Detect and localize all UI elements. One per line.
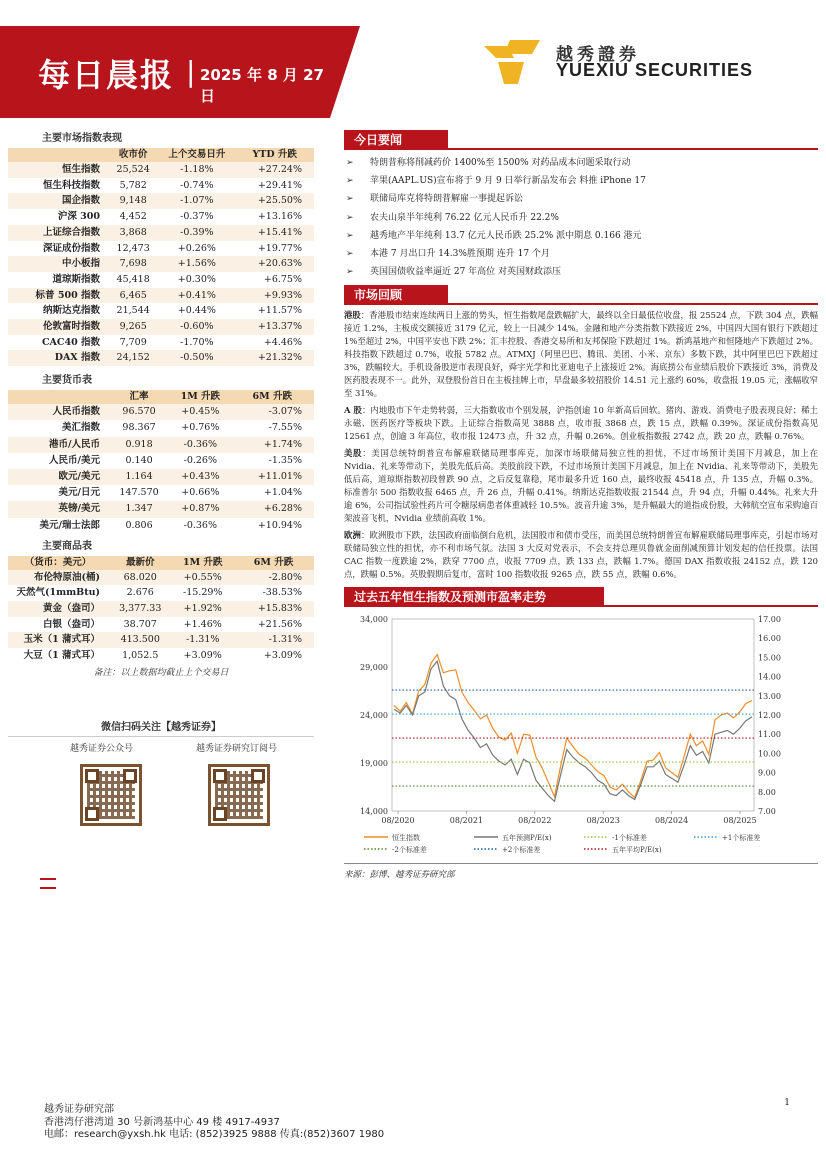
table-row <box>8 209 314 225</box>
table-row <box>8 437 314 453</box>
row-value: +21.56% <box>233 617 314 633</box>
table-row <box>8 303 314 319</box>
table-header-cell: 收市价 <box>108 148 158 162</box>
row-value: 413.500 <box>108 632 172 648</box>
row-value: -1.31% <box>233 632 314 648</box>
table-row <box>8 272 314 288</box>
news-list <box>344 154 818 281</box>
row-label: 国企指数 <box>8 193 108 209</box>
row-value: 12,473 <box>108 241 158 257</box>
x-tick-label: 08/2023 <box>586 816 620 826</box>
y-left-tick-label: 24,000 <box>360 711 388 721</box>
row-label: 大豆（1 蒲式耳） <box>8 648 108 664</box>
row-value: -15.29% <box>172 585 232 601</box>
table-row <box>8 632 314 648</box>
table-header-cell: （货币：美元） <box>8 556 108 570</box>
row-value: +0.45% <box>170 404 230 420</box>
row-value: 2.676 <box>108 585 172 601</box>
row-value: -0.60% <box>158 319 235 335</box>
table-row <box>8 225 314 241</box>
right-column <box>344 130 818 880</box>
series-line <box>394 655 752 798</box>
review-us-text: ：美国总统特朗普宣布解雇联储局理事库克，加深市场联储局独立性的担忧，不过市场预计美国下月减息，加上在 Nvidia、礼来等带动下，美股先低后高。美股前段下跌，不过市场预计美国下月减息，加上在 Nvidia、礼来等带动下，美股先低后高，道琼斯指数初段曾跌 90 点，之后反复靠稳，尾市最多升近 160 点，最终收报 45418 点，升 135 点，升幅 0.3%。标准普尔 500 指数收报 6465 点，升 26 点，升幅 0.41%。纳斯达克指数收报 21544 点，升 94 点，升幅 0.44%。礼来大升逾 6%，公司指试验性药片可令糖尿病患者体重减轻 10.5%。波音升逾 3%，是升幅最大的道指成份股，大韩航空宣布采购逾百架波音飞机，Nvidia 业绩前高收 1%。 <box>344 448 819 524</box>
row-value: +3.09% <box>233 648 314 664</box>
row-value: 0.806 <box>108 518 170 534</box>
report-title: 每日晨报 <box>38 56 175 94</box>
row-label: 道琼斯指数 <box>8 272 108 288</box>
row-value: -38.53% <box>233 585 314 601</box>
legend-label: 恒生指数 <box>392 834 420 843</box>
row-label: 天然气(1mmBtu) <box>8 585 108 601</box>
row-value: 38.707 <box>108 617 172 633</box>
table-row <box>8 256 314 272</box>
row-value: -7.55% <box>231 420 314 436</box>
row-value: +13.16% <box>235 209 314 225</box>
chart-source: 来源：彭博、越秀证券研究部 <box>344 863 818 880</box>
footer <box>44 1104 384 1142</box>
news-item: ➢ 农夫山泉半年纯利 76.22 亿元人民币升 22.2% <box>344 209 818 227</box>
review-a-text: ：内地股市下午走势转弱，三大指数收市个别发展，沪指创逾 10 年新高后回软。猪肉、游戏、消费电子股表现良好；稀土永磁、医药医疗等板块下跌。上证综合指数高见 3888 点，收市报 3868 点，跌 15 点，跌幅 0.39%。深证成份指数高见 12561 点，创逾 3 年高位，收市报 12473 点，升 32 点，升幅 0.26%。创业板指数报 2742 点，跌 20 点，跌幅 0.76%。 <box>344 405 818 442</box>
news-item: ➢ 本港 7 月出口升 14.3%胜预期 连升 17 个月 <box>344 245 818 263</box>
review-eu-label: 欧洲 <box>344 530 361 541</box>
table-row <box>8 570 314 586</box>
row-value: +21.32% <box>235 350 314 366</box>
table-header-cell: 6M 升跌 <box>233 556 314 570</box>
row-value: 98.367 <box>108 420 170 436</box>
row-value: 45,418 <box>108 272 158 288</box>
row-value: +13.37% <box>235 319 314 335</box>
row-value: +0.41% <box>158 288 235 304</box>
row-value: 5,782 <box>108 178 158 194</box>
row-value: +0.26% <box>158 241 235 257</box>
row-value: -0.39% <box>158 225 235 241</box>
legend-label: +1个标准差 <box>722 834 761 843</box>
row-value: 21,544 <box>108 303 158 319</box>
row-value: +27.24% <box>235 162 314 178</box>
report-date: 2025 年 8 月 27 日 <box>200 66 324 105</box>
row-label: 伦敦富时指数 <box>8 319 108 335</box>
row-label: 中小板指 <box>8 256 108 272</box>
row-value: 9,148 <box>108 193 158 209</box>
qr-code-research[interactable] <box>208 764 270 826</box>
left-column <box>8 130 314 678</box>
row-label: 纳斯达克指数 <box>8 303 108 319</box>
row-value: +19.77% <box>235 241 314 257</box>
review-eu <box>344 529 818 581</box>
table-header-cell <box>8 148 108 162</box>
y-right-tick-label: 17.00 <box>758 615 781 625</box>
news-item: ➢ 越秀地产半年纯利 13.7 亿元人民币跌 25.2% 派中期息 0.166 港元 <box>344 227 818 245</box>
row-value: +0.55% <box>172 570 232 586</box>
y-right-tick-label: 13.00 <box>758 692 781 702</box>
row-value: +0.66% <box>170 485 230 501</box>
y-right-tick-label: 12.00 <box>758 711 781 721</box>
table-row <box>8 404 314 420</box>
plot-frame <box>392 619 754 811</box>
table-row <box>8 178 314 194</box>
row-label: 欧元/美元 <box>8 469 108 485</box>
row-value: +1.56% <box>158 256 235 272</box>
row-value: +1.92% <box>172 601 232 617</box>
index-table-title: 主要市场指数表现 <box>42 133 122 144</box>
legend-label: +2个标准差 <box>502 846 541 855</box>
review-heading: 市场回顾 <box>344 285 448 305</box>
row-value: +1.46% <box>172 617 232 633</box>
legend-label: 五年平均P/E(x) <box>612 846 662 855</box>
y-right-tick-label: 9.00 <box>758 768 776 778</box>
review-us-label: 美股 <box>344 448 363 459</box>
row-value: +11.01% <box>231 469 314 485</box>
table-row <box>8 469 314 485</box>
row-value: 0.918 <box>108 437 170 453</box>
row-value: 3,377.33 <box>108 601 172 617</box>
table-header-cell: 6M 升跌 <box>231 390 314 404</box>
chart-svg <box>344 611 818 861</box>
title-separator: | <box>186 55 196 88</box>
table-header-cell: 上个交易日升 <box>158 148 235 162</box>
series-line <box>394 662 752 802</box>
table-row <box>8 518 314 534</box>
qr-title: 微信扫码关注【越秀证券】 <box>8 718 314 737</box>
row-value: 0.140 <box>108 453 170 469</box>
qr-code-official[interactable] <box>80 764 142 826</box>
x-tick-label: 08/2020 <box>381 816 415 826</box>
row-label: 美元/日元 <box>8 485 108 501</box>
footer-dept: 越秀证券研究部 <box>44 1104 114 1115</box>
y-left-tick-label: 14,000 <box>360 807 388 817</box>
row-value: +9.93% <box>235 288 314 304</box>
x-tick-label: 08/2024 <box>654 816 689 826</box>
y-right-tick-label: 8.00 <box>758 788 776 798</box>
legend-label: -2个标准差 <box>392 846 427 855</box>
qr-section <box>8 718 314 755</box>
row-label: 沪深 300 <box>8 209 108 225</box>
row-label: 人民币/美元 <box>8 453 108 469</box>
brand-name-en: YUEXIU SECURITIES <box>556 60 754 80</box>
table-row <box>8 485 314 501</box>
row-label: 深证成份指数 <box>8 241 108 257</box>
table-header-cell: 汇率 <box>108 390 170 404</box>
legend-label: -1个标准差 <box>612 834 647 843</box>
row-value: 7,698 <box>108 256 158 272</box>
review-heading-bar <box>344 285 818 305</box>
y-left-tick-label: 29,000 <box>360 663 388 673</box>
row-value: -1.18% <box>158 162 235 178</box>
row-value: 6,465 <box>108 288 158 304</box>
commodity-table <box>8 556 314 664</box>
table-row <box>8 420 314 436</box>
row-value: +4.46% <box>235 335 314 351</box>
row-value: -0.36% <box>170 437 230 453</box>
row-value: +20.63% <box>235 256 314 272</box>
row-value: 7,709 <box>108 335 158 351</box>
title-band <box>0 26 330 118</box>
row-label: 标普 500 指数 <box>8 288 108 304</box>
row-value: +3.09% <box>172 648 232 664</box>
row-value: 9,265 <box>108 319 158 335</box>
row-value: -0.37% <box>158 209 235 225</box>
row-value: +29.41% <box>235 178 314 194</box>
table-row <box>8 501 314 517</box>
row-value: +0.76% <box>170 420 230 436</box>
y-right-tick-label: 10.00 <box>758 749 781 759</box>
row-value: -0.36% <box>170 518 230 534</box>
row-value: -0.26% <box>170 453 230 469</box>
chart-heading: 过去五年恒生指数及预测市盈率走势 <box>344 587 604 607</box>
table-row <box>8 241 314 257</box>
row-value: +25.50% <box>235 193 314 209</box>
row-value: +6.28% <box>231 501 314 517</box>
table-row <box>8 648 314 664</box>
hsi-pe-chart <box>344 611 818 861</box>
row-label: 港币/人民币 <box>8 437 108 453</box>
row-value: 1.347 <box>108 501 170 517</box>
row-value: -1.31% <box>172 632 232 648</box>
row-label: 玉米（1 蒲式耳） <box>8 632 108 648</box>
qr-label-research: 越秀证券研究订阅号 <box>196 744 278 754</box>
table-header-cell: 1M 升跌 <box>170 390 230 404</box>
commodity-table-title: 主要商品表 <box>42 540 92 552</box>
yuexiu-logo-icon <box>484 40 540 84</box>
row-label: 美汇指数 <box>8 420 108 436</box>
qr-label-official: 越秀证券公众号 <box>70 744 134 754</box>
row-value: 96.570 <box>108 404 170 420</box>
table-header-cell: 1M 升跌 <box>172 556 232 570</box>
row-label: 美元/瑞士法郎 <box>8 518 108 534</box>
news-item: ➢ 英国国债收益率逼近 27 年高位 对英国财政添压 <box>344 263 818 281</box>
row-value: 147.570 <box>108 485 170 501</box>
row-value: +0.30% <box>158 272 235 288</box>
review-eu-text: ：欧洲股市下跌，法国政府面临倒台危机，法国股市和债市受压，而美国总统特朗普宣布解雇联储局理事库克，引起市场对联储局独立性的担忧，亦不利市场气氛。法国 3 大反对党表示，不会支持总理贝鲁就金面削减预算计划发起的信任投票。法国 CAC 指数一度跌逾 2%，跌穿 7700 点，收报 7709 点，跌 133 点，跌幅 1.7%。德国 DAX 指数收报 24152 点，跌 120 点，跌幅 0.5%。英股假期后复市，富时 100 指数收报 9265 点，跌 55 点，跌幅 0.6%。 <box>344 530 819 580</box>
footer-contact: 电邮：research@yxsh.hk 电话: (852)3925 9888 传真:(852)3607 1980 <box>44 1129 385 1140</box>
row-value: +6.75% <box>235 272 314 288</box>
row-value: -1.70% <box>158 335 235 351</box>
row-value: +10.94% <box>231 518 314 534</box>
decorative-marks <box>40 878 60 896</box>
y-right-tick-label: 14.00 <box>758 672 781 682</box>
row-value: 3,868 <box>108 225 158 241</box>
x-tick-label: 08/2025 <box>723 816 757 826</box>
table-row <box>8 617 314 633</box>
table-row <box>8 601 314 617</box>
review-hk-text: ：香港股市结束连续两日上涨的势头，恒生指数尾盘跌幅扩大，最终以全日最低位收盘，报 25524 点，下跌 304 点，跌幅接近 1.2%，主板成交额接近 3179 亿元，较上一日减少 14%。金融和地产分类指数下跌接近 2%，中国四大国有银行下跌超过 1%至超过 2%，中国平安也下跌 2%；汇丰控股、香港交易所和友邦保险下跌超过 1%。新鸿基地产和恒隆地产下跌超过 2%。科技指数下跌超过 0.7%，收报 5782 点。ATMXJ（阿里巴巴、腾讯、美团、小米、京东）多数下跌，其中阿里巴巴下跌超过 3%，跌幅较大。手机设备股逆市表现良好，舜宇光学和比亚迪电子上涨接近 2%。海底捞公布业绩后股价下跌接近 3%，消费及医药股表现不一。此外，双登股份首日在主板挂牌上市，早盘最多较招股价 14.51 元上涨约 60%，收盘报 19.05 元，涨幅收窄至 31%。 <box>344 310 818 399</box>
row-label: 英镑/美元 <box>8 501 108 517</box>
footer-address: 香港湾仔港湾道 30 号新鸿基中心 49 楼 4917-4937 <box>44 1116 280 1128</box>
review-a <box>344 404 818 443</box>
row-label: 人民币指数 <box>8 404 108 420</box>
row-value: 1.164 <box>108 469 170 485</box>
report-header <box>0 26 826 118</box>
table-note: 备注：以上数据均截止上个交易日 <box>93 668 229 679</box>
news-item: ➢ 联储局库克将特朗普解雇一事提起诉讼 <box>344 190 818 208</box>
table-row <box>8 162 314 178</box>
x-tick-label: 08/2021 <box>449 816 484 826</box>
page-number: 1 <box>784 1098 790 1108</box>
row-value: 25,524 <box>108 162 158 178</box>
news-heading-bar <box>344 130 818 150</box>
review-us <box>344 447 818 525</box>
review-hk <box>344 309 818 400</box>
news-item: ➢ 苹果(AAPL.US)宣布将于 9 月 9 日举行新品发布会 料推 iPhone 17 <box>344 172 818 190</box>
y-left-tick-label: 34,000 <box>360 615 388 625</box>
table-row <box>8 585 314 601</box>
review-hk-label: 港股 <box>344 310 361 321</box>
row-value: +11.57% <box>235 303 314 319</box>
row-value: 24,152 <box>108 350 158 366</box>
table-header-cell <box>8 390 108 404</box>
row-value: +1.74% <box>231 437 314 453</box>
y-right-tick-label: 15.00 <box>758 653 781 663</box>
table-row <box>8 319 314 335</box>
row-value: 1,052.5 <box>108 648 172 664</box>
row-label: DAX 指数 <box>8 350 108 366</box>
row-value: -1.07% <box>158 193 235 209</box>
table-header-cell: YTD 升跌 <box>235 148 314 162</box>
row-label: 恒生指数 <box>8 162 108 178</box>
y-right-tick-label: 16.00 <box>758 634 781 644</box>
table-row <box>8 288 314 304</box>
table-header-cell: 最新价 <box>108 556 172 570</box>
row-value: +0.43% <box>170 469 230 485</box>
news-heading: 今日要闻 <box>344 130 448 150</box>
row-value: -3.07% <box>231 404 314 420</box>
row-value: -0.50% <box>158 350 235 366</box>
brand-name-cn: 越秀證券 <box>556 45 640 65</box>
row-value: +15.83% <box>233 601 314 617</box>
row-value: -0.74% <box>158 178 235 194</box>
news-item: ➢ 特朗普称将削减药价 1400%至 1500% 对药品成本问题采取行动 <box>344 154 818 172</box>
row-value: +1.04% <box>231 485 314 501</box>
row-label: 恒生科技指数 <box>8 178 108 194</box>
y-right-tick-label: 7.00 <box>758 807 776 817</box>
review-a-label: A 股 <box>344 405 362 416</box>
row-value: -1.35% <box>231 453 314 469</box>
x-tick-label: 08/2022 <box>518 816 552 826</box>
fx-table <box>8 390 314 534</box>
row-value: +15.41% <box>235 225 314 241</box>
row-label: 黄金（盎司） <box>8 601 108 617</box>
row-value: +0.44% <box>158 303 235 319</box>
table-row <box>8 193 314 209</box>
table-row <box>8 350 314 366</box>
row-label: 上证综合指数 <box>8 225 108 241</box>
row-label: CAC40 指数 <box>8 335 108 351</box>
legend-label: 五年预测P/E(x) <box>502 834 552 843</box>
table-row <box>8 335 314 351</box>
row-value: +0.87% <box>170 501 230 517</box>
y-right-tick-label: 11.00 <box>758 730 781 740</box>
row-value: 4,452 <box>108 209 158 225</box>
row-value: -2.80% <box>233 570 314 586</box>
row-label: 白银（盎司） <box>8 617 108 633</box>
fx-table-title: 主要货币表 <box>42 375 92 387</box>
row-label: 布伦特原油(桶) <box>8 570 108 586</box>
table-row <box>8 453 314 469</box>
y-left-tick-label: 19,000 <box>360 759 388 769</box>
row-value: 68.020 <box>108 570 172 586</box>
chart-heading-bar <box>344 587 818 607</box>
index-table <box>8 148 314 366</box>
